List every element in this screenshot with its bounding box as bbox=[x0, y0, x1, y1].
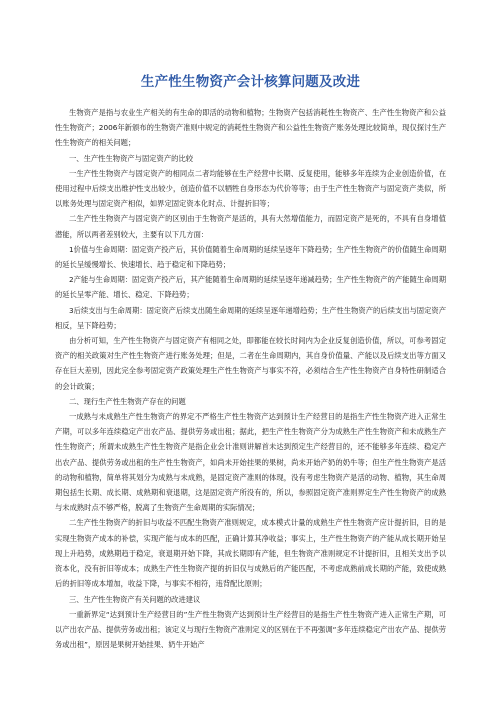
paragraph-differences: 二生产性生物资产与固定资产的区别由于生物资产是活的，具有大然增值能力，而固定资产是死的，不具有自身增值潜能，所以两者差别较大，主要有以下几方面： bbox=[55, 214, 446, 239]
list-item-value: 1价值与生命周期：固定资产投产后，其价值随着生命周期的延续呈逐年下降趋势；生产性生物资产的价值随生命周期的延长呈缓慢增长、快速增长、趋于稳定和下降趋势； bbox=[55, 244, 446, 270]
paragraph-similarities: 一生产性生物资产与固定资产的相同点二者均能够在生产经营中长期、反复使用，能够多年连续为企业创造价值，在使用过程中后续支出维护性支出较少，创造价值不以牺牲自身形态为代价等等；由于生产性生物资产与固定资产类似，所以账务处理与固定资产相似，如界定固定资本化时点、计提折旧等； bbox=[55, 168, 446, 209]
section-heading-3: 三、生产性生物资产有关问题的改进建议 bbox=[69, 594, 201, 604]
paragraph-analysis: 由分析可知，生产性生物资产与固定资产有相同之处，即都能在较长时间内为企业反复创造价值，所以，可参考固定资产的相关政策对生产性生物资产进行账务处理；但是，二者在生命周期内，其自身价值量、产能以及后续支出等方面又存在巨大差别，因此完全参考固定资产政策处理生产性生物资产与事实不符，必须结合生产性生物资产自身特性研制适合的会计政策； bbox=[55, 336, 446, 391]
section-heading-1: 一、生产性生物资产与固定资产的比较 bbox=[69, 153, 194, 163]
document-body bbox=[55, 105, 446, 652]
list-item-capacity: 2产能与生命周期：固定资产投产后，其产能随着生命周期的延续呈逐年递减趋势；生产性生物资产的产能随生命周期的延长呈零产能、增长、稳定、下降趋势； bbox=[55, 275, 446, 300]
paragraph-intro: 生物资产是指与农业生产相关的有生命的即活的动物和植物；生物资产包括消耗性生物资产、生产性生物资产和公益性生物资产；2006年新颁布的生物资产准则中规定的消耗性生物资产和公益性生物资产账务处理比较简单，现仅探讨生产性生物资产的相关问题； bbox=[55, 108, 446, 148]
paragraph-suggestion-1: 一重新界定“达到预计生产经营目的”生产性生物资产达到预计生产经营目的是指生产性生物资产进入正常生产期，可以产出农产品、提供劳务或出租；该定义与现行生物资产准则定义的区别在于不再强调“多年连续稳定产出农产品、提供劳务或出租”，原因是果树开始挂果、奶牛开始产 bbox=[55, 609, 446, 650]
list-item-expenditure: 3后续支出与生命周期：固定资产后续支出随生命周期的延续呈逐年递增趋势；生产性生物资产的后续支出与固定资产相反，呈下降趋势； bbox=[55, 305, 446, 330]
section-heading-2: 二、现行生产性生物资产存在的问题 bbox=[69, 396, 186, 406]
document-title: 生产性生物资产会计核算问题及改进 bbox=[140, 74, 361, 90]
paragraph-problem-2: 二生产性生物资产的折旧与收益不匹配生物资产准则规定，成本模式计量的成熟生产性生物资产应计提折旧，目的是实现生物资产成本的补偿，实现产能与成本的匹配，正确计算其净收益；事实上，生产性生物资产的产能从成长期开始呈现上升趋势，成熟期趋于稳定，衰退期开始下降，其成长期即有产能，但生物资产准则规定不计提折旧，且相关支出予以资本化，没有折旧等成本；成熟生产性生物资产提的折旧仅与成熟后的产能匹配，不考虑成熟前成长期的产能，致使成熟后的折旧等成本增加，收益下降，与事实不相符，违背配比原则； bbox=[55, 518, 446, 589]
paragraph-problem-1: 一成熟与未成熟生产性生物资产的界定不严格生产性生物资产达到预计生产经营目的是指生产性生物资产进入正常生产期，可以多年连续稳定产出农产品、提供劳务或出租；据此，把生产性生物资产分为成熟生产性生物资产和未成熟生产性生物资产；所谓未成熟生产性生物资产是指企业会计准则讲解首未达到预定生产经营目的，还不能够多年连续、稳定产出农产品、提供劳务或出租的生产性生物资产，如尚未开始挂果的果树，尚未开始产奶的奶牛等；但生产性生物资产是活的动物和植物，简单将其划分为成熟与未成熟，是固定资产准则的体现，没有考虑生物资产是活的动物、植物，其生命周期包括生长期、成长期、成熟期和衰退期，这是固定资产所没有的，所以，参照固定资产准则界定生产性生物资产的成熟与未成熟时点不够严格，脱离了生物资产生命周期的实际情况； bbox=[55, 412, 446, 513]
